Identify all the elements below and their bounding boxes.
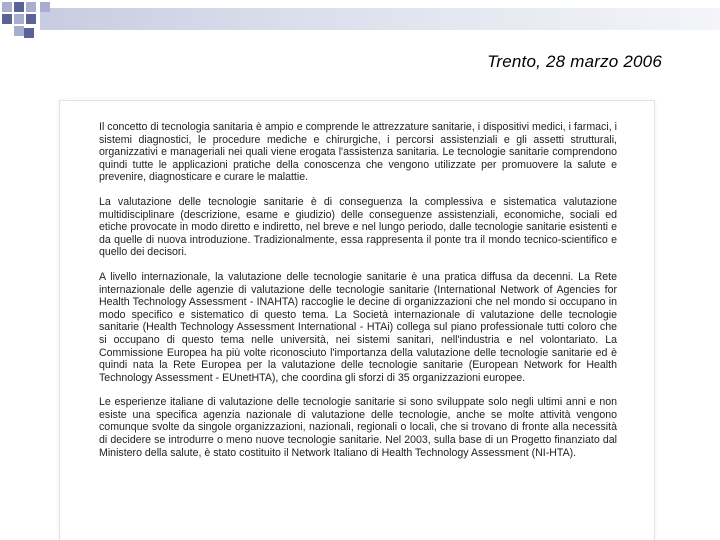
header-gradient-bar bbox=[40, 8, 720, 30]
decor-square bbox=[24, 28, 34, 38]
decor-square bbox=[2, 2, 12, 12]
slide-header-decoration bbox=[0, 0, 720, 40]
paragraph-concept: Il concetto di tecnologia sanitaria è ampio e comprende le attrezzature sanitarie, i dispositivi medici, i farmaci, i sistemi diagnostici, le procedure mediche e chirurgiche, i percorsi assistenziali e gli assetti strutturali, organizzativi e manageriali nei quali viene erogata l'assistenza sanitaria. Le tecnologie sanitarie comprendono quindi tutte le applicazioni pratiche della conoscenza che vengono utilizzate per promuovere la salute e prevenire, diagnosticare e curare le malattie. bbox=[99, 121, 617, 184]
decor-square bbox=[14, 14, 24, 24]
paragraph-international: A livello internazionale, la valutazione delle tecnologie sanitarie è una pratica diffusa da decenni. La Rete internazionale delle agenzie di valutazione delle tecnologie sanitarie (International Network of Agencies for Health Technology Assessment - INAHTA) raccoglie le decine di organizzazioni che nel mondo si occupano in modo specifico e sistematico di questo tema. La Società internazionale di valutazione delle tecnologie sanitarie (Health Technology Assessment International - HTAi) collega sul piano professionale tutti coloro che si occupano di questo tema nelle università, nei sistemi sanitari, nell'industria e nel volontariato. La Commissione Europea ha più volte riconosciuto l'importanza della valutazione delle tecnologie sanitarie ed è quindi nata la Rete Europea per la valutazione delle tecnologie sanitarie (European Network for Health Technology Assessment - EUnetHTA), che coordina gli sforzi di 35 organizzazioni europee. bbox=[99, 270, 617, 384]
paragraph-italian: Le esperienze italiane di valutazione delle tecnologie sanitarie si sono sviluppate solo negli ultimi anni e non esiste una specifica agenzia nazionale di valutazione delle tecnologie, anche se molte attività vengono comunque svolte da singole organizzazioni, nazionali, regionali o locali, che si trovano di fronte alla necessità di decidere se introdurre o meno nuove tecnologie sanitarie. Nel 2003, sulla base di un Progetto finanziato dal Ministero della salute, è stato costituito il Network Italiano di Health Technology Assessment (NI-HTA). bbox=[99, 396, 617, 459]
decor-square bbox=[40, 2, 50, 12]
slide-date: Trento, 28 marzo 2006 bbox=[487, 52, 662, 71]
paragraph-assessment: La valutazione delle tecnologie sanitarie è di conseguenza la complessiva e sistematica valutazione multidisciplinare (descrizione, esame e giudizio) delle conseguenze assistenziali, economiche, sociali ed etiche provocate in modo diretto e indiretto, nel breve e nel lungo periodo, dalle tecnologie sanitarie esistenti e da quelle di nuova introduzione. Tradizionalmente, essa rappresenta il ponte tra il mondo tecnico-scientifico e quello dei decisori. bbox=[99, 195, 617, 259]
document-page bbox=[60, 101, 654, 540]
decor-square bbox=[26, 2, 36, 12]
decor-square bbox=[14, 26, 24, 36]
decor-square bbox=[14, 2, 24, 12]
decor-square bbox=[26, 14, 36, 24]
decor-square bbox=[2, 14, 12, 24]
